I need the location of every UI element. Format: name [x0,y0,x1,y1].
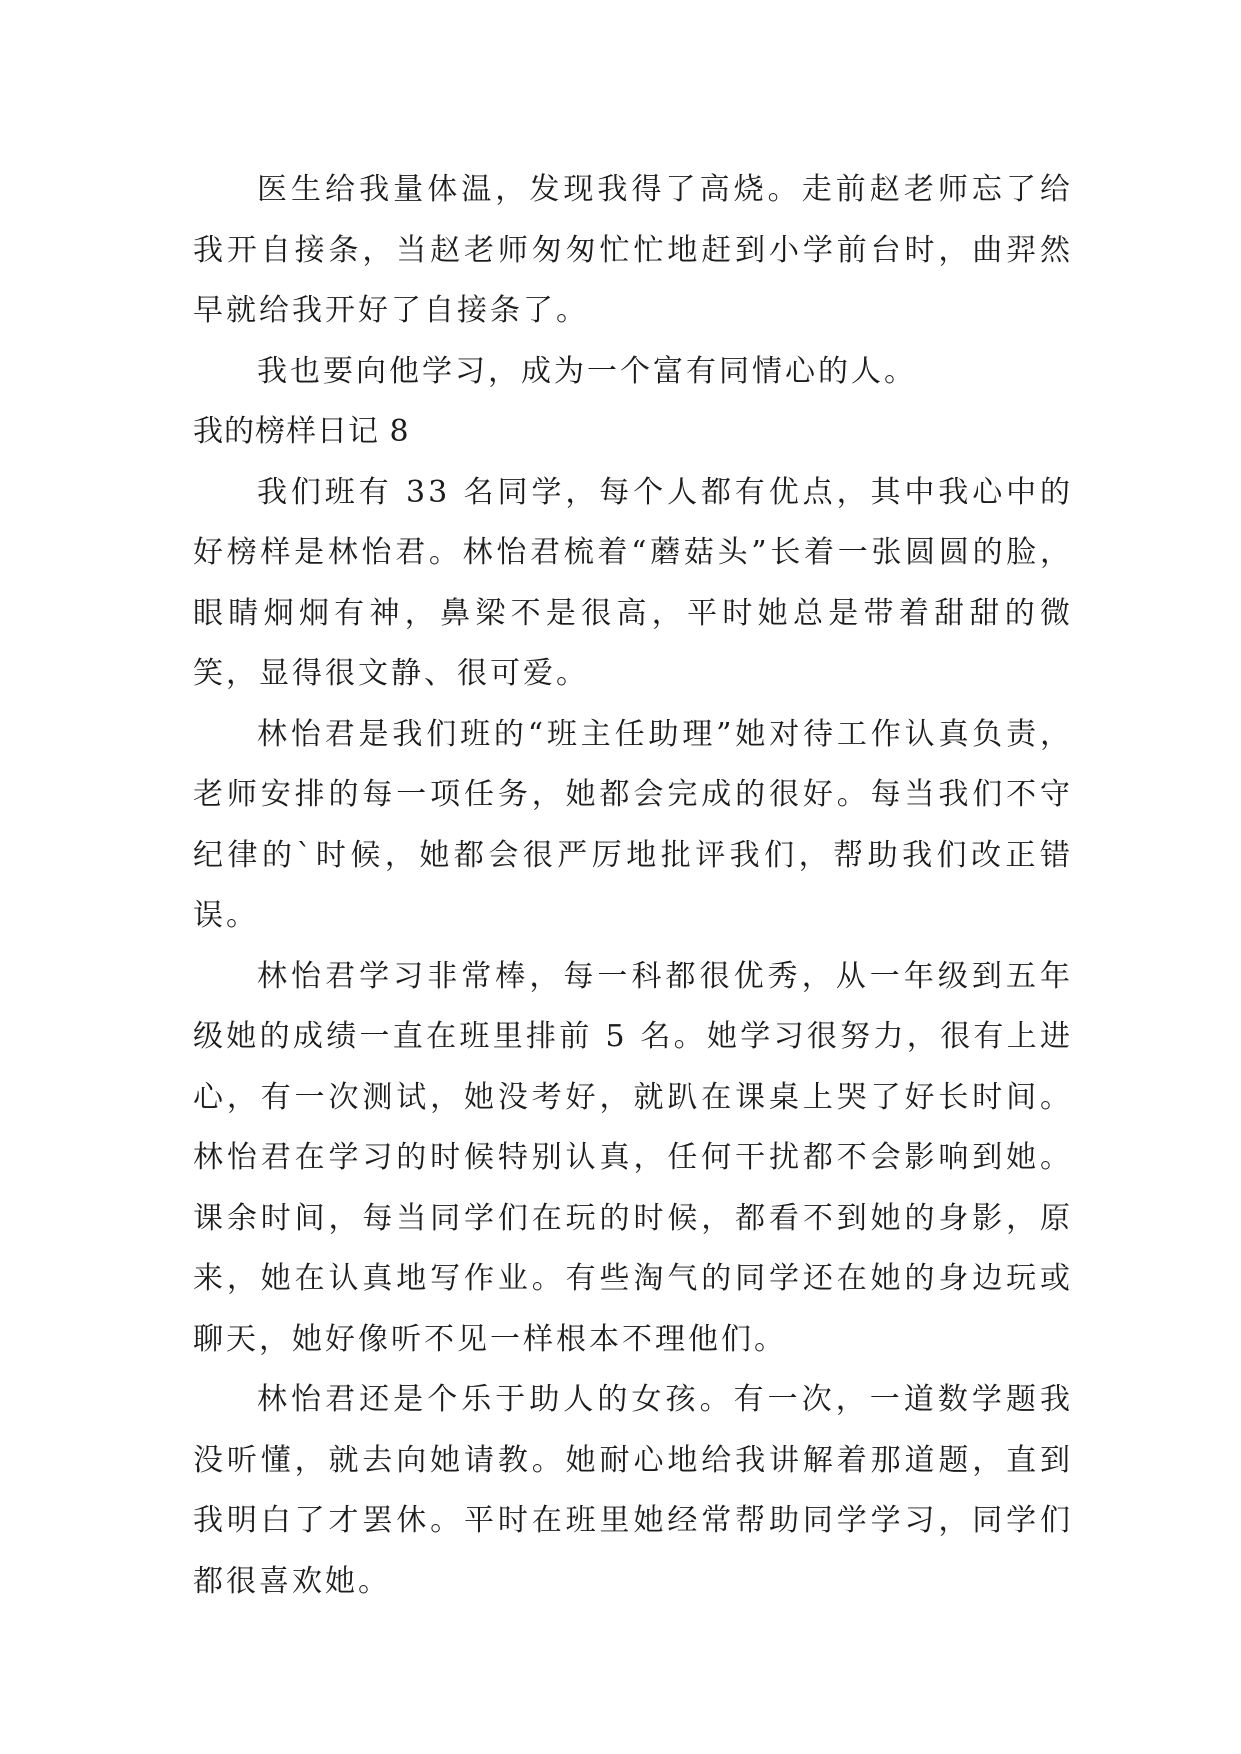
paragraph: 我也要向他学习，成为一个富有同情心的人。 [257,353,917,389]
paragraph: 林怡君还是个乐于助人的女孩。有一次，一道数学题我没听懂，就去向她请教。她耐心地给我讲解着那道题，直到我明白了才罢休。平时在班里她经常帮助同学学习，同学们都很喜欢她。 [193,1382,1073,1599]
paragraph: 林怡君是我们班的“班主任助理”她对待工作认真负责，老师安排的每一项任务，她都会完成的很好。每当我们不守纪律的`时候，她都会很严厉地批评我们，帮助我们改正错误。 [193,716,1073,933]
section-heading: 我的榜样日记 8 [193,414,410,449]
document-body [193,160,1073,1612]
paragraph: 林怡君学习非常棒，每一科都很优秀，从一年级到五年级她的成绩一直在班里排前 5 名。她学习很努力，很有上进心，有一次测试，她没考好，就趴在课桌上哭了好长时间。林怡君在学习的时候特别认真，任何干扰都不会影响到她。课余时间，每当同学们在玩的时候，都看不到她的身影，原来，她在认真地写作业。有些淘气的同学还在她的身边玩或聊天，她好像听不见一样根本不理他们。 [193,958,1073,1357]
paragraph: 我们班有 33 名同学，每个人都有优点，其中我心中的好榜样是林怡君。林怡君梳着“蘑菇头”长着一张圆圆的脸，眼睛炯炯有神，鼻梁不是很高，平时她总是带着甜甜的微笑，显得很文静、很可爱。 [193,474,1073,691]
paragraph: 医生给我量体温，发现我得了高烧。走前赵老师忘了给我开自接条，当赵老师匆匆忙忙地赶到小学前台时，曲羿然早就给我开好了自接条了。 [193,172,1073,328]
